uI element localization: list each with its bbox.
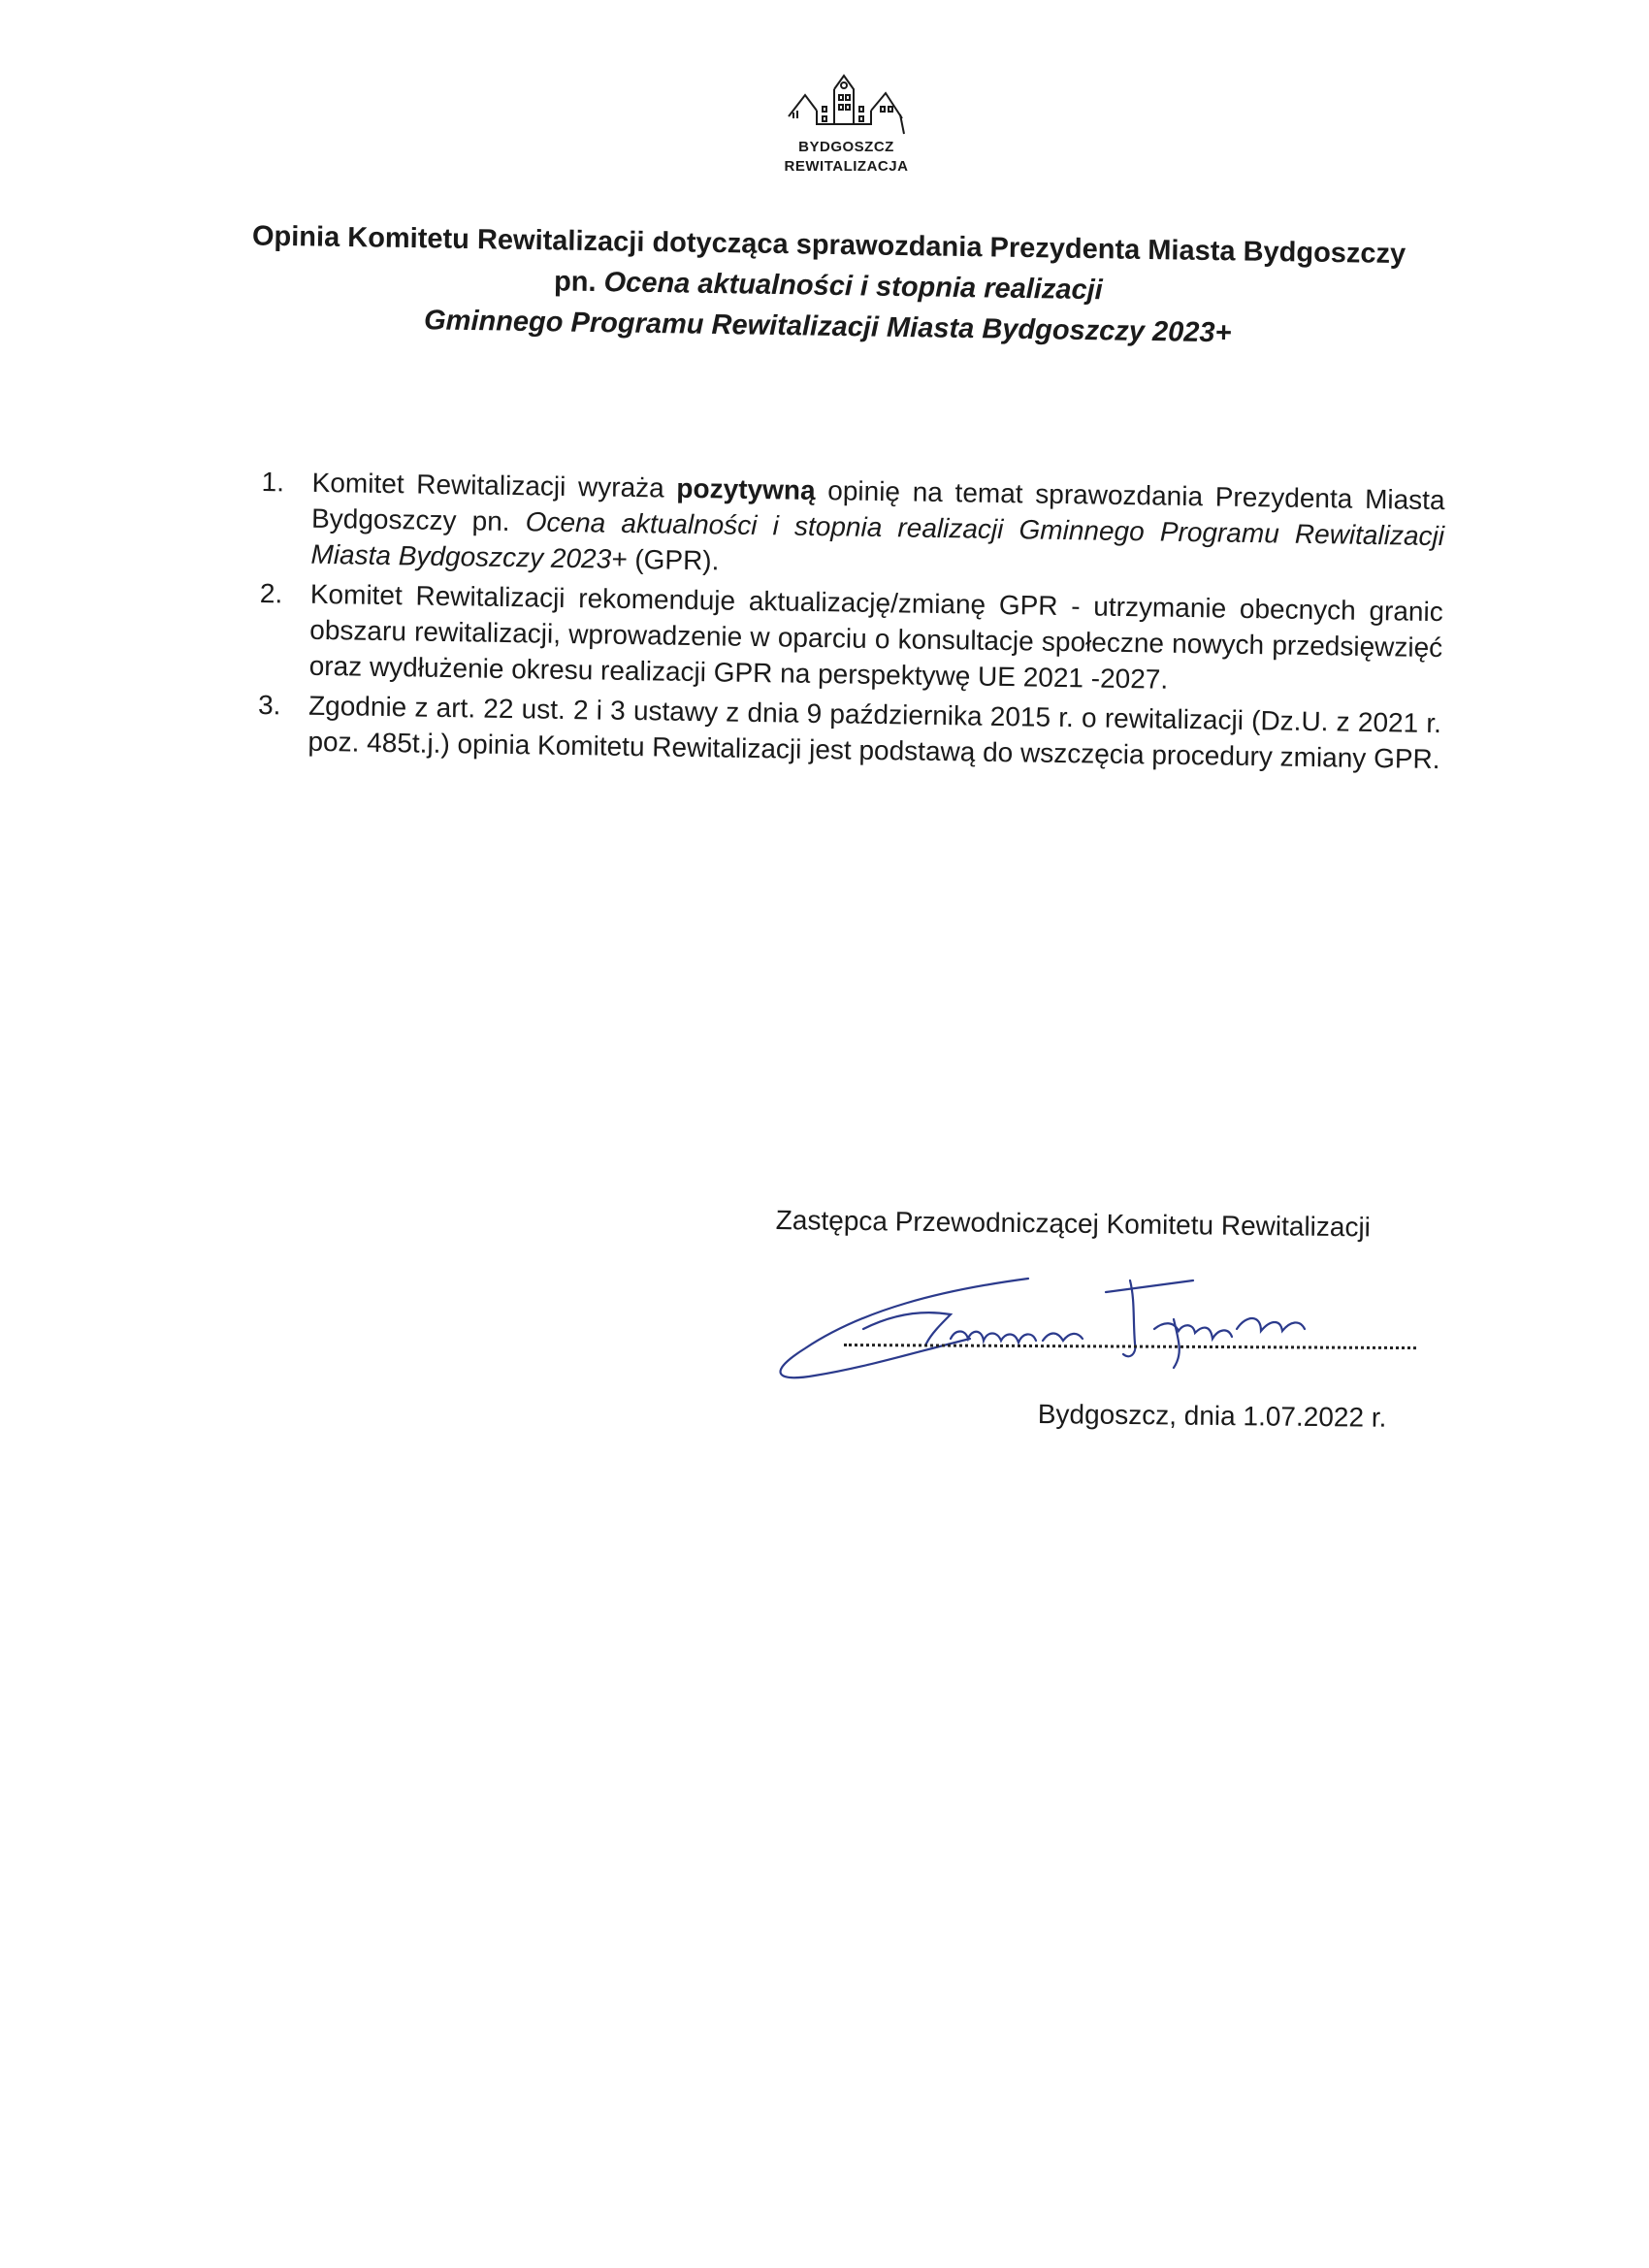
list-item-text <box>310 465 1445 590</box>
title-line-2-prefix: pn. <box>553 266 604 299</box>
list-item-text: Zgodnie z art. 22 ust. 2 i 3 ustawy z dnia 9 października 2015 r. o rewitalizacji (Dz.U. z 2021 r. poz. 485t.j.) opinia Komitetu Rewitalizacji jest podstawą do wszczęcia procedury zmiany GPR. <box>307 690 1442 775</box>
logo-line-1: BYDGOSZCZ <box>798 139 894 155</box>
title-line-3: Gminnego Programu Rewitalizacji Miasta Bydgoszczy 2023+ <box>423 305 1232 349</box>
report-name-italic: Ocena aktualności i stopnia realizacji Gminnego Programu Rewitalizacji Miasta Bydgoszczy 2023+ <box>310 506 1445 574</box>
list-item-text-part: opinię na temat sprawozdania Prezydenta Miasta Bydgoszczy pn. <box>310 474 1445 537</box>
list-item-text: Komitet Rewitalizacji rekomenduje aktualizację/zmianę GPR - utrzymanie obecnych granic obszaru rewitalizacji, wprowadzenie w oparciu o konsultacje społeczne nowych przedsięwzięć oraz wydłużenie okresu realizacji GPR na perspektywę UE 2021 -2027. <box>308 578 1443 695</box>
title-line-2-italic: Ocena aktualności i stopnia realizacji <box>603 267 1103 307</box>
houses-skyline-icon <box>784 68 910 136</box>
list-item <box>258 575 1443 701</box>
signatory-role: Zastępca Przewodniczącej Komitetu Rewitalizacji <box>775 1204 1372 1243</box>
list-item-text-part: Komitet Rewitalizacji wyraża <box>311 467 677 503</box>
document-title <box>221 215 1436 357</box>
list-item-text-part: (GPR). <box>627 543 720 576</box>
list-item-number: 2. <box>259 577 283 609</box>
emphasis-positive: pozytywną <box>676 472 816 505</box>
place-and-date: Bydgoszcz, dnia 1.07.2022 r. <box>1037 1398 1387 1433</box>
title-line-1: Opinia Komitetu Rewitalizacji dotycząca sprawozdania Prezydenta Miasta Bydgoszczy <box>251 220 1406 271</box>
list-item-number: 1. <box>261 466 285 498</box>
logo-line-2: REWITALIZACJA <box>784 158 909 175</box>
list-item-number: 3. <box>257 689 281 721</box>
numbered-list <box>257 464 1445 781</box>
logo <box>781 68 912 199</box>
list-item <box>257 687 1441 777</box>
list-item <box>260 464 1445 590</box>
handwritten-signature <box>747 1271 1426 1407</box>
